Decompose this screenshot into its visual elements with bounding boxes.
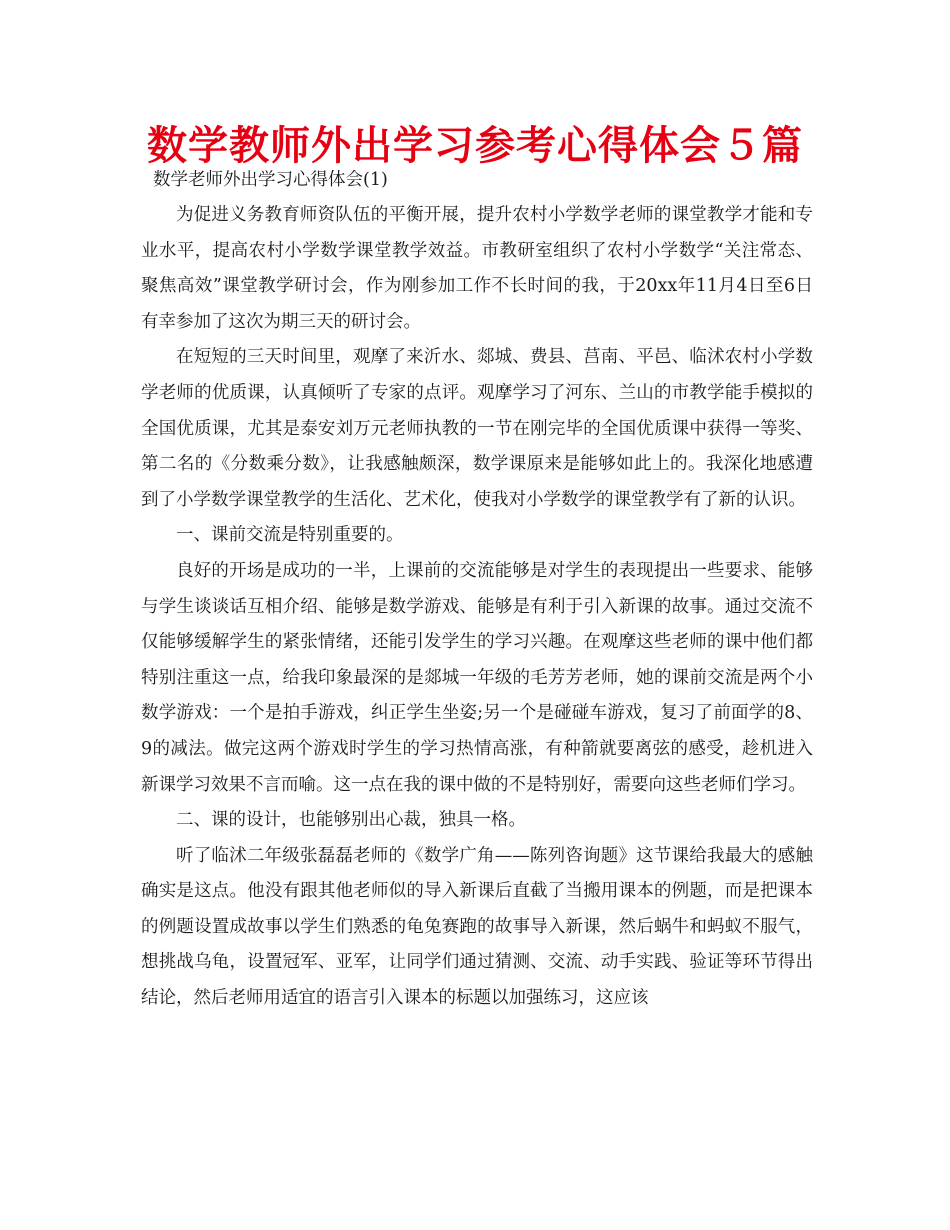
heading-point-one: 一、课前交流是特别重要的。 <box>176 525 404 546</box>
paragraph-observation: 在短短的三天时间里，观摩了来沂水、郯城、费县、莒南、平邑、临沭农村小学数学老师的优质课，认真倾听了专家的点评。观摩学习了河东、兰山的市教学能手模拟的全国优质课，尤其是泰安刘万元老师执教的一节在刚完毕的全国优质课中获得一等奖、第二名的《分数乘分数》，让我感触颇深，数学课原来是能够如此上的。我深化地感遭到了小学数学课堂教学的生活化、艺术化，使我对小学数学的课堂教学有了新的认识。 <box>141 347 813 510</box>
heading-point-two: 二、课的设计，也能够别出心裁，独具一格。 <box>176 810 526 831</box>
section-subtitle: 数学老师外出学习心得体会(1) <box>153 170 388 190</box>
paragraph-point-two: 听了临沭二年级张磊磊老师的《数学广角——陈列咨询题》这节课给我最大的感触确实是这点。他没有跟其他老师似的导入新课后直截了当搬用课本的例题，而是把课本的例题设置成故事以学生们熟悉的龟兔赛跑的故事导入新课，然后蜗牛和蚂蚁不服气，想挑战乌龟，设置冠军、亚军，让同学们通过猜测、交流、动手实践、验证等环节得出结论，然后老师用适宜的语言引入课本的标题以加强练习，这应该 <box>141 845 813 1009</box>
document-body <box>141 162 813 1017</box>
paragraph-point-one: 良好的开场是成功的一半，上课前的交流能够是对学生的表现提出一些要求、能够与学生谈谈话互相介绍、能够是数学游戏、能够是有利于引入新课的故事。通过交流不仅能够缓解学生的紧张情绪，还能引发学生的学习兴趣。在观摩这些老师的课中他们都特别注重这一点，给我印象最深的是郯城一年级的毛芳芳老师，她的课前交流是两个小数学游戏：一个是拍手游戏，纠正学生坐姿;另一个是碰碰车游戏，复习了前面学的8、9的减法。做完这两个游戏时学生的学习热情高涨，有种箭就要离弦的感受，趁机进入新课学习效果不言而喻。这一点在我的课中做的不是特别好，需要向这些老师们学习。 <box>141 560 813 795</box>
paragraph-intro: 为促进义务教育师资队伍的平衡开展，提升农村小学数学老师的课堂教学才能和专业水平，提高农村小学数学课堂教学效益。市教研室组织了农村小学数学“关注常态、聚焦高效”课堂教学研讨会，作为刚参加工作不长时间的我，于20xx年11月4日至6日有幸参加了这次为期三天的研讨会。 <box>141 205 813 332</box>
document-title: 数学教师外出学习参考心得体会５篇 <box>147 123 803 169</box>
